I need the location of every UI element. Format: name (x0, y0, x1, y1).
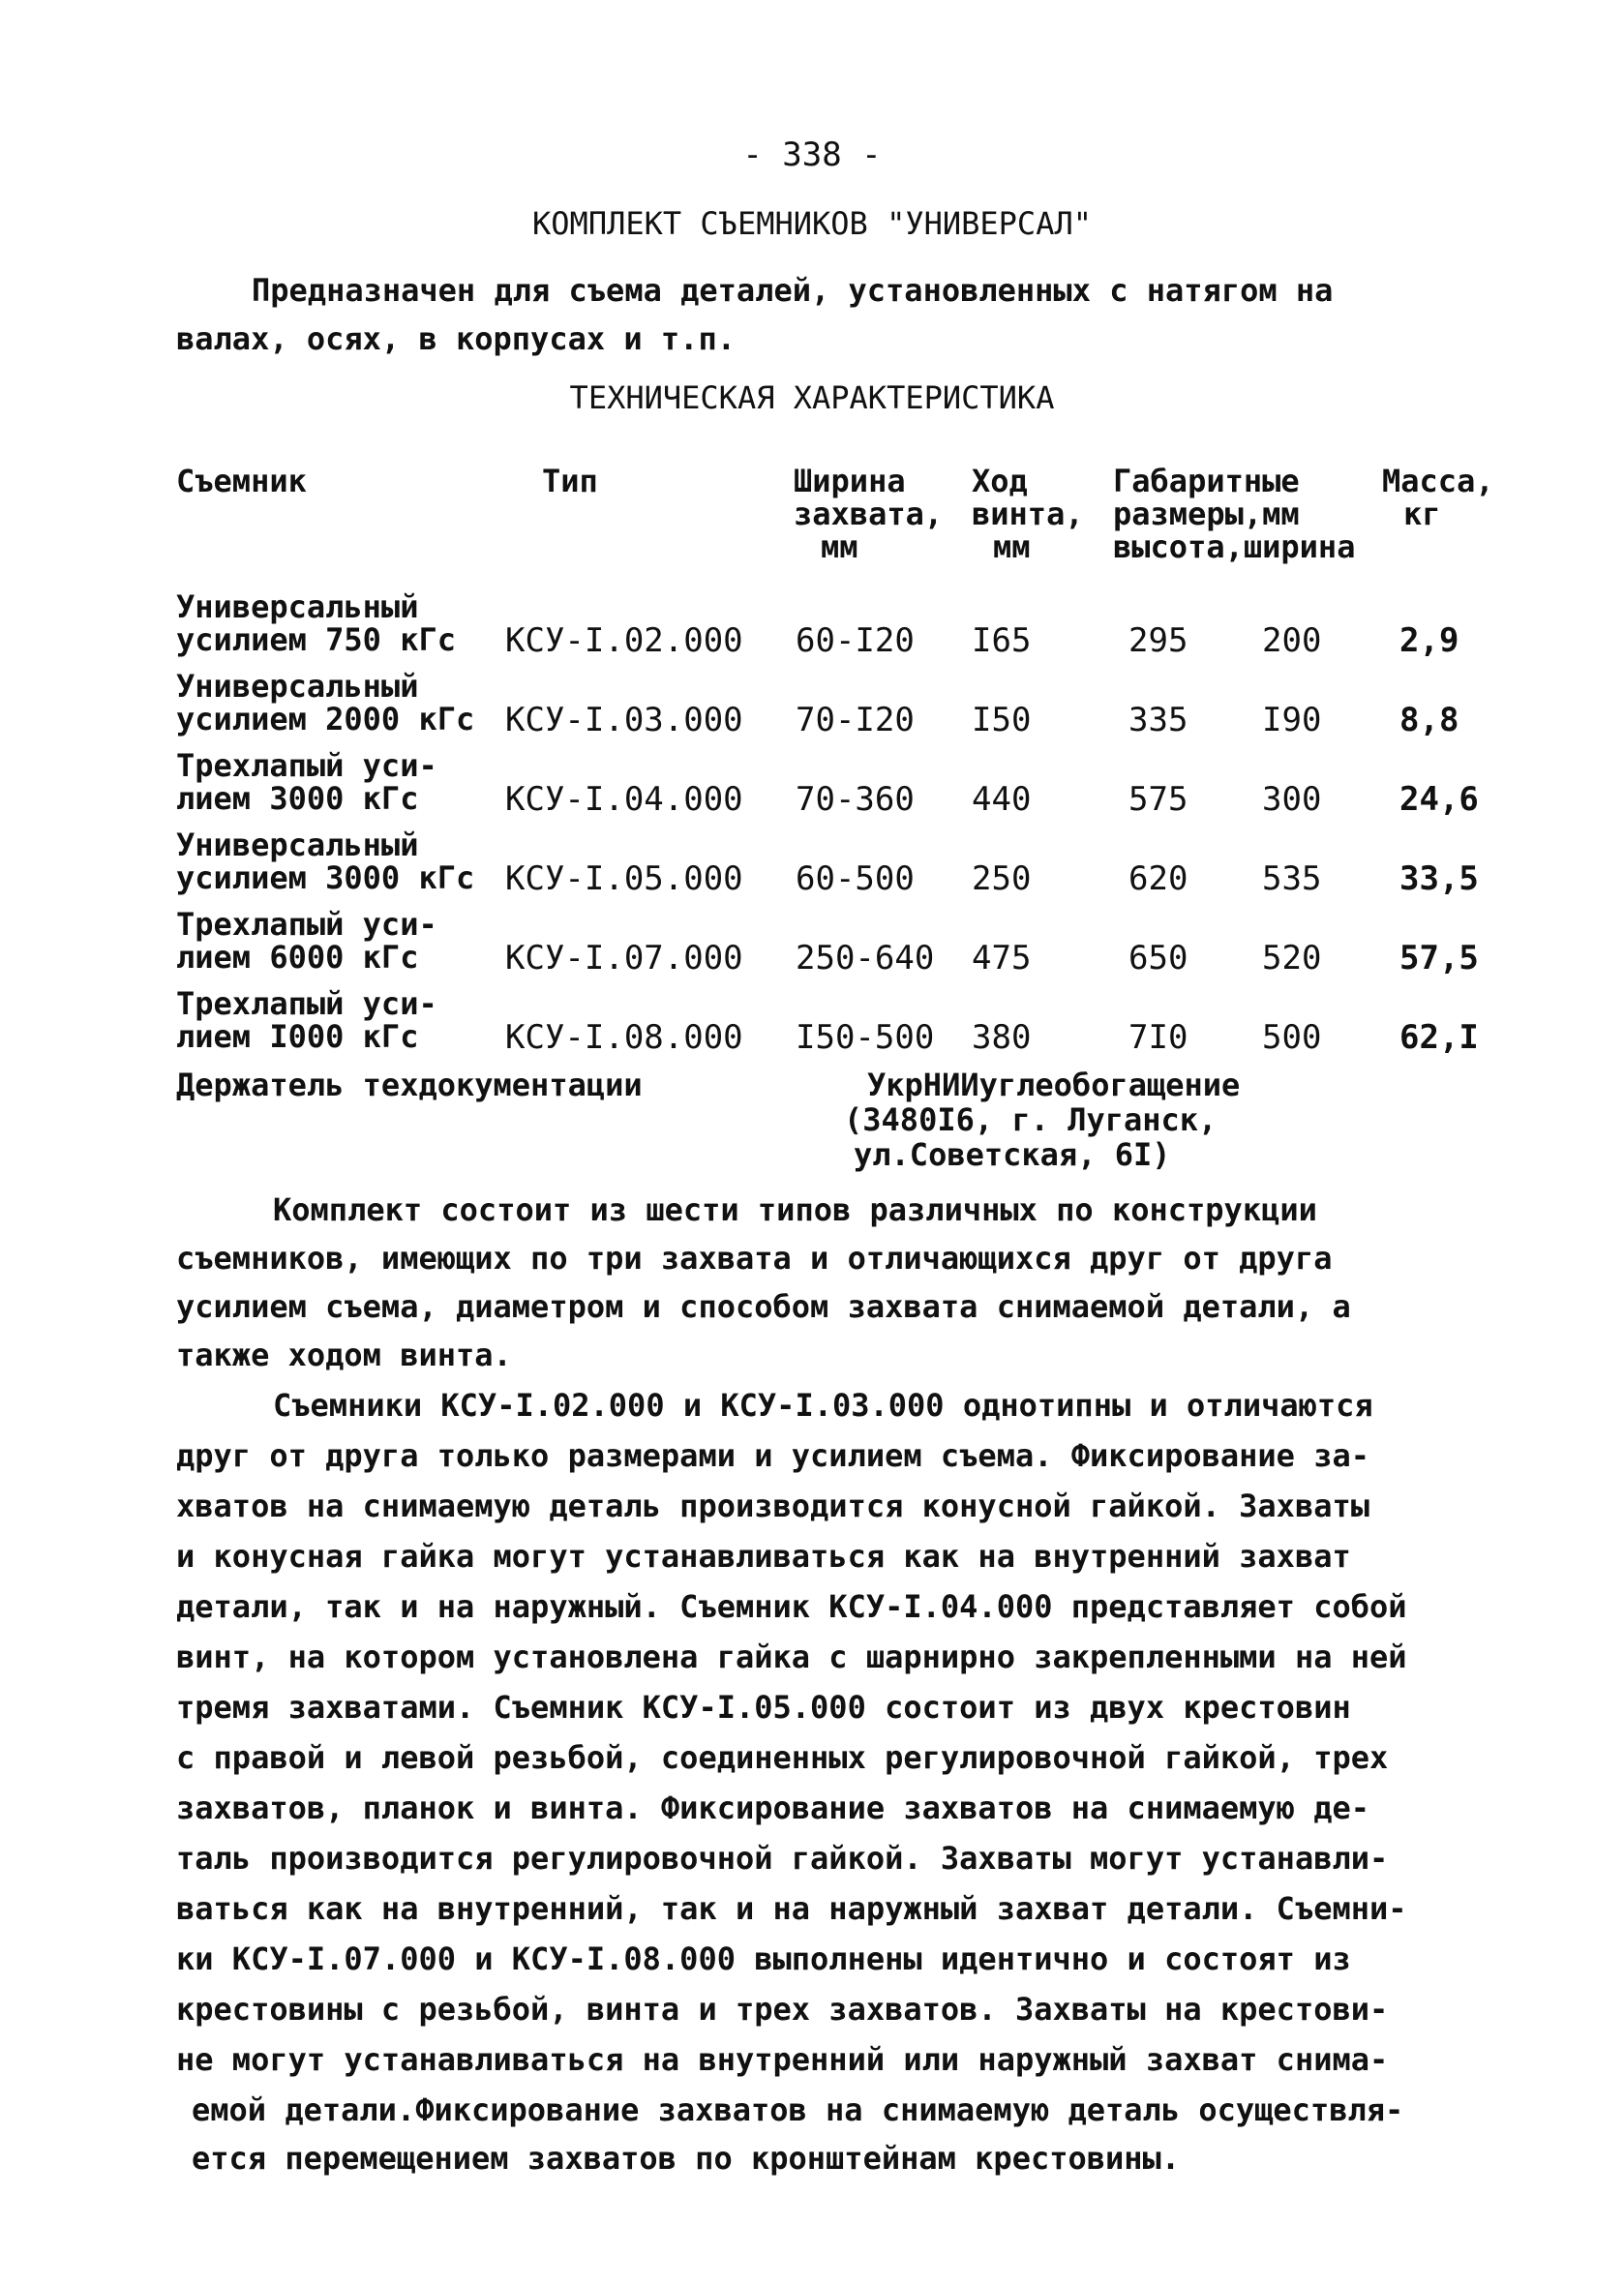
row-mass: 33,5 (1399, 859, 1479, 898)
row-grip: 60-I20 (796, 621, 915, 660)
header-grip-width-3: мм (821, 528, 858, 565)
paragraph-line: также ходом винта. (176, 1337, 512, 1373)
row-name-1: Универсальный (176, 588, 419, 625)
header-dimensions-1: Габаритные (1113, 463, 1300, 499)
row-width: 500 (1262, 1018, 1322, 1057)
row-grip: 70-I20 (796, 701, 915, 739)
row-height: 7I0 (1128, 1018, 1188, 1057)
row-name-1: Трехлапый уси- (176, 747, 437, 784)
row-mass: 8,8 (1399, 701, 1459, 739)
paragraph-line: друг от друга только размерами и усилием съема. Фиксирование за- (176, 1437, 1369, 1474)
row-name-2: лием I000 кГс (176, 1018, 419, 1055)
row-name-2: усилием 750 кГс (176, 621, 456, 658)
row-travel: 475 (972, 939, 1032, 978)
row-height: 295 (1128, 621, 1188, 660)
row-name-1: Трехлапый уси- (176, 906, 437, 943)
row-travel: 440 (972, 780, 1032, 819)
row-name-2: усилием 3000 кГс (176, 859, 475, 896)
header-mass-1: Масса, (1382, 463, 1494, 499)
row-grip: I50-500 (796, 1018, 935, 1057)
header-screw-travel-3: мм (993, 528, 1031, 565)
row-type: КСУ-I.08.000 (505, 1018, 743, 1057)
paragraph-line: таль производится регулировочной гайкой. Захваты могут устанавли- (176, 1840, 1389, 1877)
paragraph-line: Съемники КСУ-I.02.000 и КСУ-I.03.000 однотипны и отличаются (273, 1387, 1373, 1424)
row-mass: 2,9 (1399, 621, 1459, 660)
row-width: 535 (1262, 859, 1322, 898)
intro-line-2: валах, осях, в корпусах и т.п. (176, 320, 736, 357)
row-name-1: Универсальный (176, 827, 419, 863)
row-travel: I50 (972, 701, 1032, 739)
row-grip: 70-360 (796, 780, 915, 819)
header-grip-width-1: Ширина (794, 463, 906, 499)
holder-value-2: (3480I6, г. Луганск, (844, 1101, 1218, 1138)
row-width: 520 (1262, 939, 1322, 978)
row-type: КСУ-I.07.000 (505, 939, 743, 978)
row-height: 335 (1128, 701, 1188, 739)
paragraph-line: емой детали.Фиксирование захватов на снимаемую деталь осуществля- (192, 2091, 1404, 2128)
row-name-1: Универсальный (176, 668, 419, 705)
row-type: КСУ-I.05.000 (505, 859, 743, 898)
row-mass: 57,5 (1399, 939, 1479, 978)
row-height: 620 (1128, 859, 1188, 898)
header-grip-width-2: захвата, (794, 496, 944, 532)
paragraph-line: хватов на снимаемую деталь производится конусной гайкой. Захваты (176, 1488, 1369, 1524)
paragraph-line: ваться как на внутренний, так и на наружный захват детали. Съемни- (176, 1890, 1407, 1927)
paragraph-line: не могут устанавливаться на внутренний или наружный захват снима- (176, 2041, 1389, 2078)
row-travel: 380 (972, 1018, 1032, 1057)
row-width: 300 (1262, 780, 1322, 819)
paragraph-line: винт, на котором установлена гайка с шарнирно закрепленными на ней (176, 1639, 1407, 1675)
row-type: КСУ-I.03.000 (505, 701, 743, 739)
row-type: КСУ-I.04.000 (505, 780, 743, 819)
section-title: ТЕХНИЧЕСКАЯ ХАРАКТЕРИСТИКА (569, 379, 1055, 416)
row-name-2: усилием 2000 кГс (176, 701, 475, 737)
header-mass-2: кг (1403, 496, 1441, 532)
header-puller: Съемник (176, 463, 307, 499)
row-type: КСУ-I.02.000 (505, 621, 743, 660)
row-travel: I65 (972, 621, 1032, 660)
holder-value-3: ул.Советская, 6I) (854, 1136, 1171, 1173)
paragraph-line: крестовины с резьбой, винта и трех захватов. Захваты на крестови- (176, 1991, 1389, 2028)
row-width: I90 (1262, 701, 1322, 739)
header-screw-travel-2: винта, (972, 496, 1084, 532)
intro-line-1: Предназначен для съема деталей, установленных с натягом на (252, 272, 1334, 309)
row-mass: 62,I (1399, 1018, 1479, 1057)
paragraph-line: и конусная гайка могут устанавливаться как на внутренний захват (176, 1538, 1351, 1575)
holder-value-1: УкрНИИуглеобогащение (867, 1067, 1241, 1103)
paragraph-line: с правой и левой резьбой, соединенных регулировочной гайкой, трех (176, 1739, 1389, 1776)
row-travel: 250 (972, 859, 1032, 898)
paragraph-line: Комплект состоит из шести типов различных по конструкции (273, 1191, 1317, 1228)
row-height: 575 (1128, 780, 1188, 819)
header-dimensions-2: размеры,мм (1113, 496, 1300, 532)
header-dimensions-3: высота,ширина (1113, 528, 1356, 565)
page-number: - 338 - (742, 135, 882, 174)
paragraph-line: захватов, планок и винта. Фиксирование захватов на снимаемую де- (176, 1790, 1369, 1826)
paragraph-line: ки КСУ-I.07.000 и КСУ-I.08.000 выполнены идентично и состоят из (176, 1940, 1351, 1977)
row-name-2: лием 6000 кГс (176, 939, 419, 976)
row-name-2: лием 3000 кГс (176, 780, 419, 817)
paragraph-line: тремя захватами. Съемник КСУ-I.05.000 состоит из двух крестовин (176, 1689, 1351, 1726)
row-width: 200 (1262, 621, 1322, 660)
row-grip: 250-640 (796, 939, 935, 978)
row-name-1: Трехлапый уси- (176, 985, 437, 1022)
row-grip: 60-500 (796, 859, 915, 898)
paragraph-line: ется перемещением захватов по кронштейнам крестовины. (192, 2140, 1181, 2177)
row-mass: 24,6 (1399, 780, 1479, 819)
header-type: Тип (542, 463, 598, 499)
paragraph-line: детали, так и на наружный. Съемник КСУ-I.04.000 представляет собой (176, 1588, 1407, 1625)
header-screw-travel-1: Ход (972, 463, 1028, 499)
paragraph-line: съемников, имеющих по три захвата и отличающихся друг от друга (176, 1240, 1333, 1277)
holder-label: Держатель техдокументации (176, 1067, 643, 1103)
row-height: 650 (1128, 939, 1188, 978)
paragraph-line: усилием съема, диаметром и способом захвата снимаемой детали, а (176, 1288, 1351, 1325)
document-title: КОМПЛЕКТ СЪЕМНИКОВ "УНИВЕРСАЛ" (532, 205, 1092, 242)
